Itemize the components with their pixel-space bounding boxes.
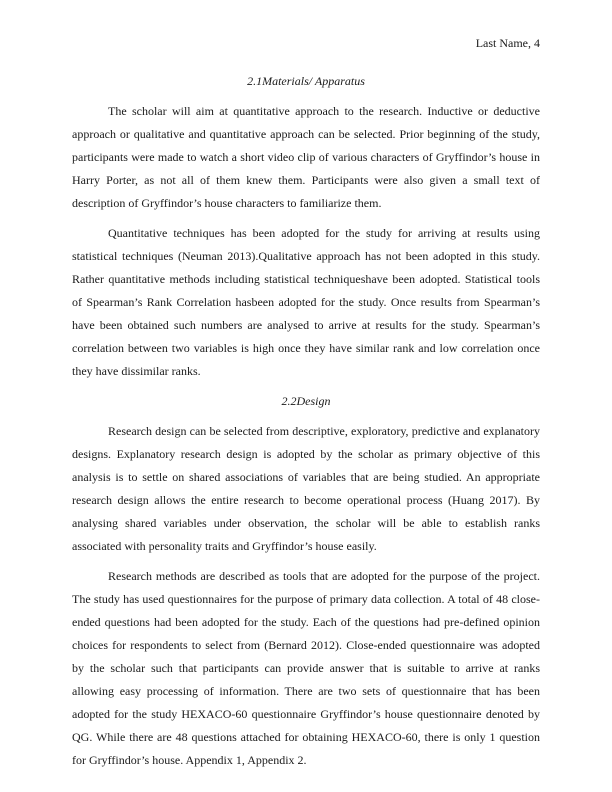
paragraph-materials-1: The scholar will aim at quantitative approach to the research. Inductive or deductive approach or qualitative and quantitative approach can be selected. Prior beginning of the study, participants were made to watch a short video clip of various characters of Gryffindor’s house in Harry Porter, as not all of them knew them. Participants were also given a small text of description of Gryffindor’s house characters to familiarize them. xyxy=(72,104,540,210)
running-head: Last Name, 4 xyxy=(475,36,540,50)
paragraph-materials-2: Quantitative techniques has been adopted for the study for arriving at results using statistical techniques (Neuman 2013).Qualitative approach has not been adopted in this study. Rather quantitative methods including statistical techniqueshave been adopted. Statistical tools of Spearman’s Rank Correlation hasbeen adopted for the study. Once results from Spearman’s have been obtained such numbers are analysed to arrive at results for the study. Spearman’s correlation between two variables is high once they have similar rank and low correlation once they have dissimilar ranks. xyxy=(72,226,540,378)
paragraph-design-1: Research design can be selected from descriptive, exploratory, predictive and explanatory designs. Explanatory research design is adopted by the scholar as primary objective of this analysis is to settle on shared associations of variables that are being studied. An appropriate research design allows the entire research to become operational process (Huang 2017). By analysing shared variables under observation, the scholar will be able to establish ranks associated with personality traits and Gryffindor’s house easily. xyxy=(72,424,540,553)
section-heading-materials: 2.1Materials/ Apparatus xyxy=(247,74,365,88)
section-heading-design: 2.2Design xyxy=(281,394,331,408)
paragraph-design-2: Research methods are described as tools that are adopted for the purpose of the project. The study has used questionnaires for the purpose of primary data collection. A total of 48 close-ended questions had been adopted for the study. Each of the questions had pre-defined opinion choices for respondents to select from (Bernard 2012). Close-ended questionnaire was adopted by the scholar such that participants can provide answer that is suitable to arrive at ranks allowing easy processing of information. There are two sets of questionnaire that has been adopted for the study HEXACO-60 questionnaire Gryffindor’s house questionnaire denoted by QG. While there are 48 questions attached for obtaining HEXACO-60, there is only 1 question for Gryffindor’s house. Appendix 1, Appendix 2. xyxy=(72,569,540,767)
document-body xyxy=(72,70,540,772)
